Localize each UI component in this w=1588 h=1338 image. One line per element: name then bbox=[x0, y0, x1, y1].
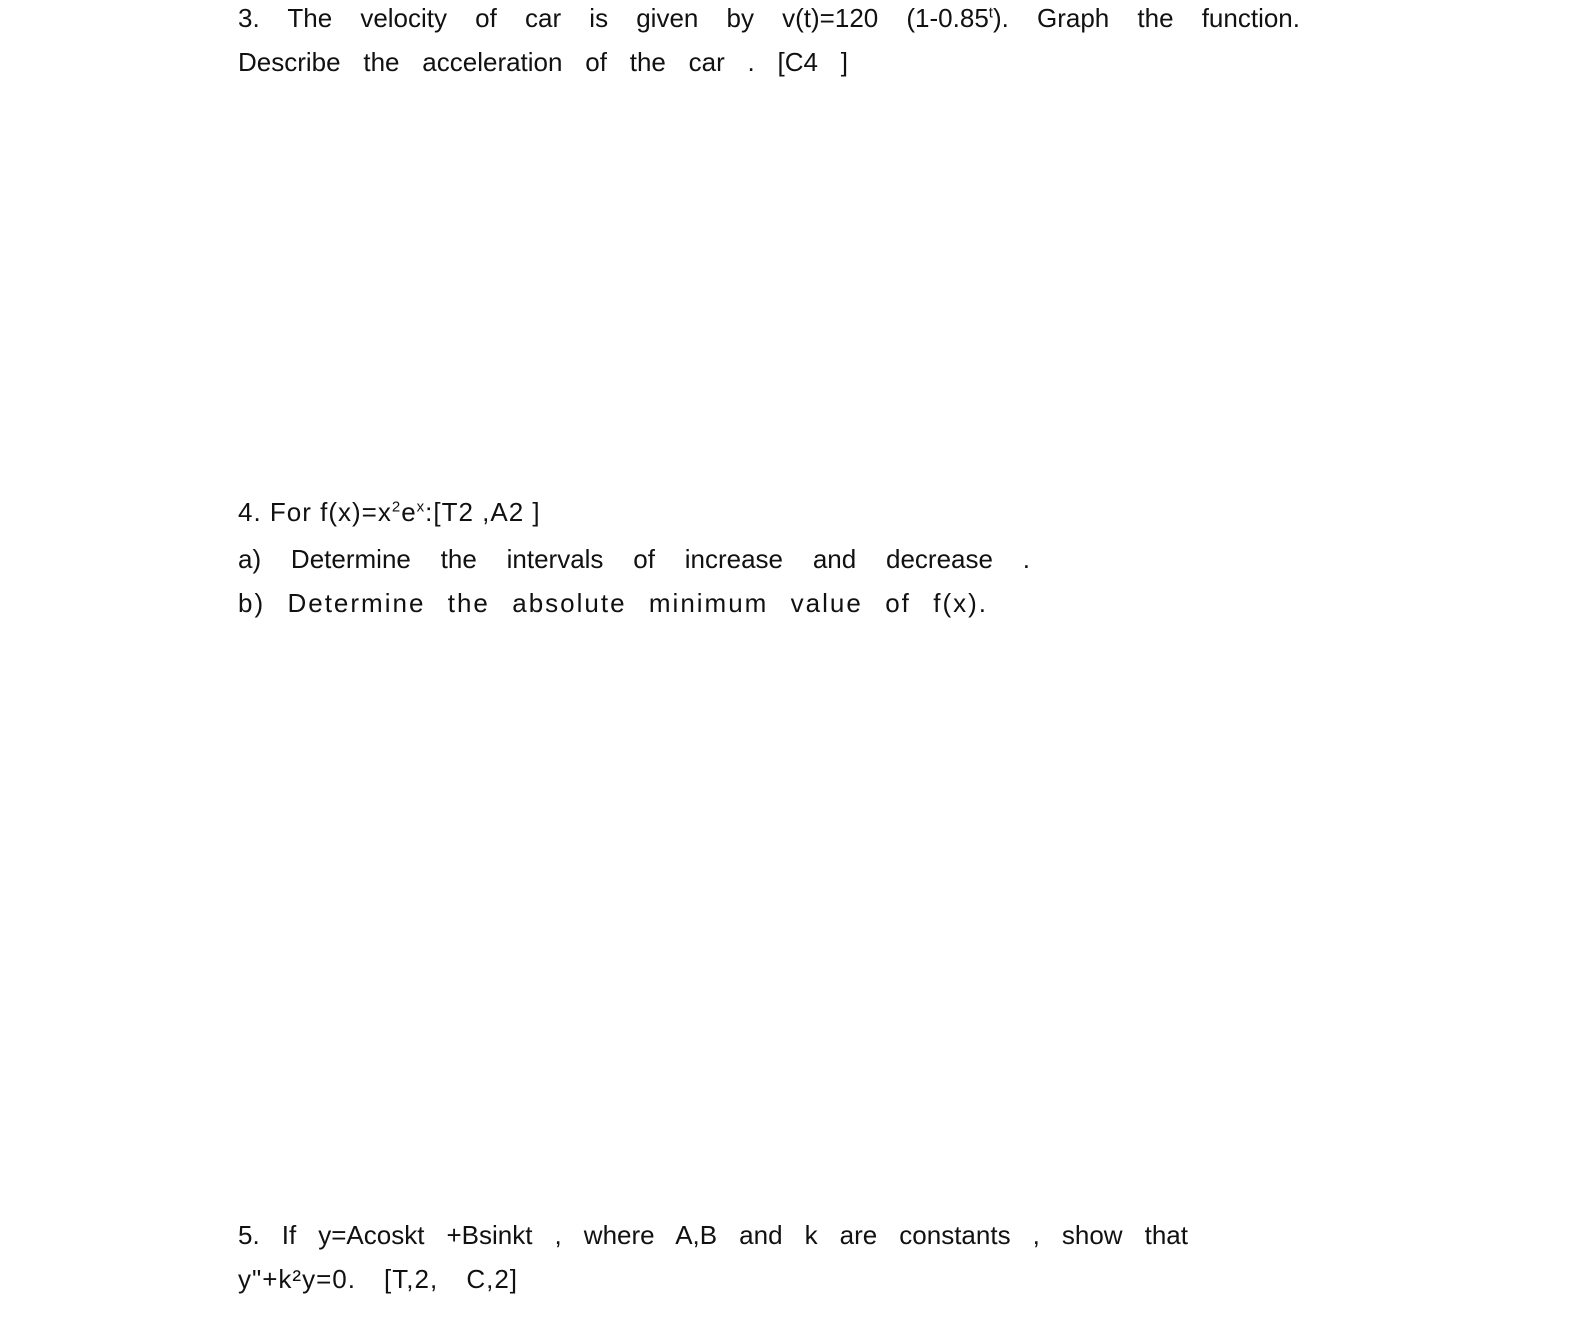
question-4-part-a: a) Determine the intervals of increase and decrease . bbox=[238, 544, 1030, 574]
q4-exponent-x: x bbox=[416, 498, 426, 516]
q4-text-c: :[T2 ,A2 ] bbox=[425, 497, 541, 527]
q3-text-end: ). Graph the function. bbox=[992, 3, 1300, 33]
q4-text-a: 4. For f(x)=x bbox=[238, 497, 392, 527]
question-5-line-2: y"+k²y=0. [T,2, C,2] bbox=[238, 1264, 518, 1294]
question-4-part-b: b) Determine the absolute minimum value of f(x). bbox=[238, 588, 988, 618]
q4-text-b: e bbox=[401, 497, 417, 527]
q4-exponent-2: 2 bbox=[391, 498, 402, 516]
question-5-line-1: 5. If y=Acoskt +Bsinkt , where A,B and k are constants , show that bbox=[238, 1220, 1188, 1250]
q3-text: 3. The velocity of car is given by v(t)=120 (1-0.85 bbox=[238, 3, 989, 33]
q3-exponent: t bbox=[988, 4, 993, 22]
question-4-header bbox=[238, 497, 541, 527]
question-3-line-2: Describe the acceleration of the car . [C4 ] bbox=[238, 47, 848, 77]
question-3-line-1 bbox=[238, 3, 1300, 33]
